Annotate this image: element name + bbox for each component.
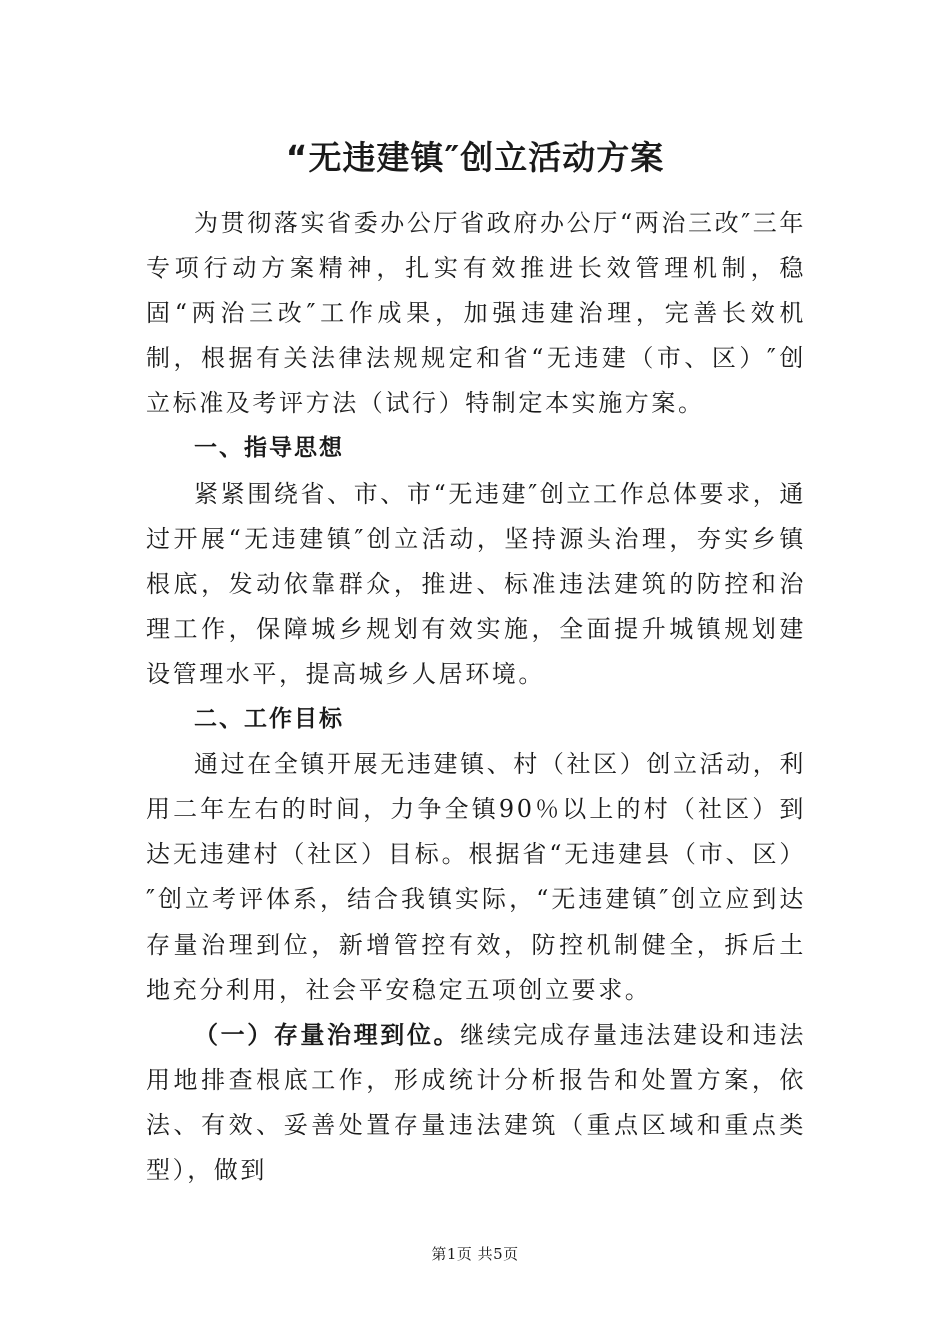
- intro-paragraph: 为贯彻落实省委办公厅省政府办公厅“两治三改″三年专项行动方案精神，扎实有效推进长效管理机制，稳固“两治三改″工作成果，加强违建治理，完善长效机制，根据有关法律法规规定和省“无违建（市、区）″创立标准及考评方法（试行）特制定本实施方案。: [146, 209, 806, 418]
- item-stock-governance-text: 继续完成存量违法建设和违法用地排查根底工作，形成统计分析报告和处置方案，依法、有效、妥善处置存量违法建筑（重点区域和重点类型），做到: [146, 1020, 806, 1184]
- section-heading-guiding-ideology: 一、指导思想: [194, 435, 344, 462]
- guiding-ideology-paragraph: 紧紧围绕省、市、市“无违建″创立工作总体要求，通过开展“无违建镇″创立活动，坚持源头治理，夯实乡镇根底，发动依靠群众，推进、标准违法建筑的防控和治理工作，保障城乡规划有效实施，全面提升城镇规划建设管理水平，提高城乡人居环境。: [146, 479, 806, 688]
- document-title: “无违建镇″创立活动方案: [285, 138, 665, 177]
- work-goals-paragraph: 通过在全镇开展无违建镇、村（社区）创立活动，利用二年左右的时间，力争全镇90％以上的村（社区）到达无违建村（社区）目标。根据省“无违建县（市、区）″创立考评体系，结合我镇实际，“无违建镇″创立应到达存量治理到位，新增管控有效，防控机制健全，拆后土地充分利用，社会平安稳定五项创立要求。: [146, 750, 806, 1004]
- page-footer: 第1页 共5页: [431, 1245, 519, 1263]
- item-stock-governance-lead: （一）存量治理到位。: [194, 1020, 461, 1049]
- item-stock-governance-paragraph: [146, 1013, 806, 1193]
- section-heading-work-goals: 二、工作目标: [194, 706, 344, 733]
- document-body: [146, 201, 806, 1193]
